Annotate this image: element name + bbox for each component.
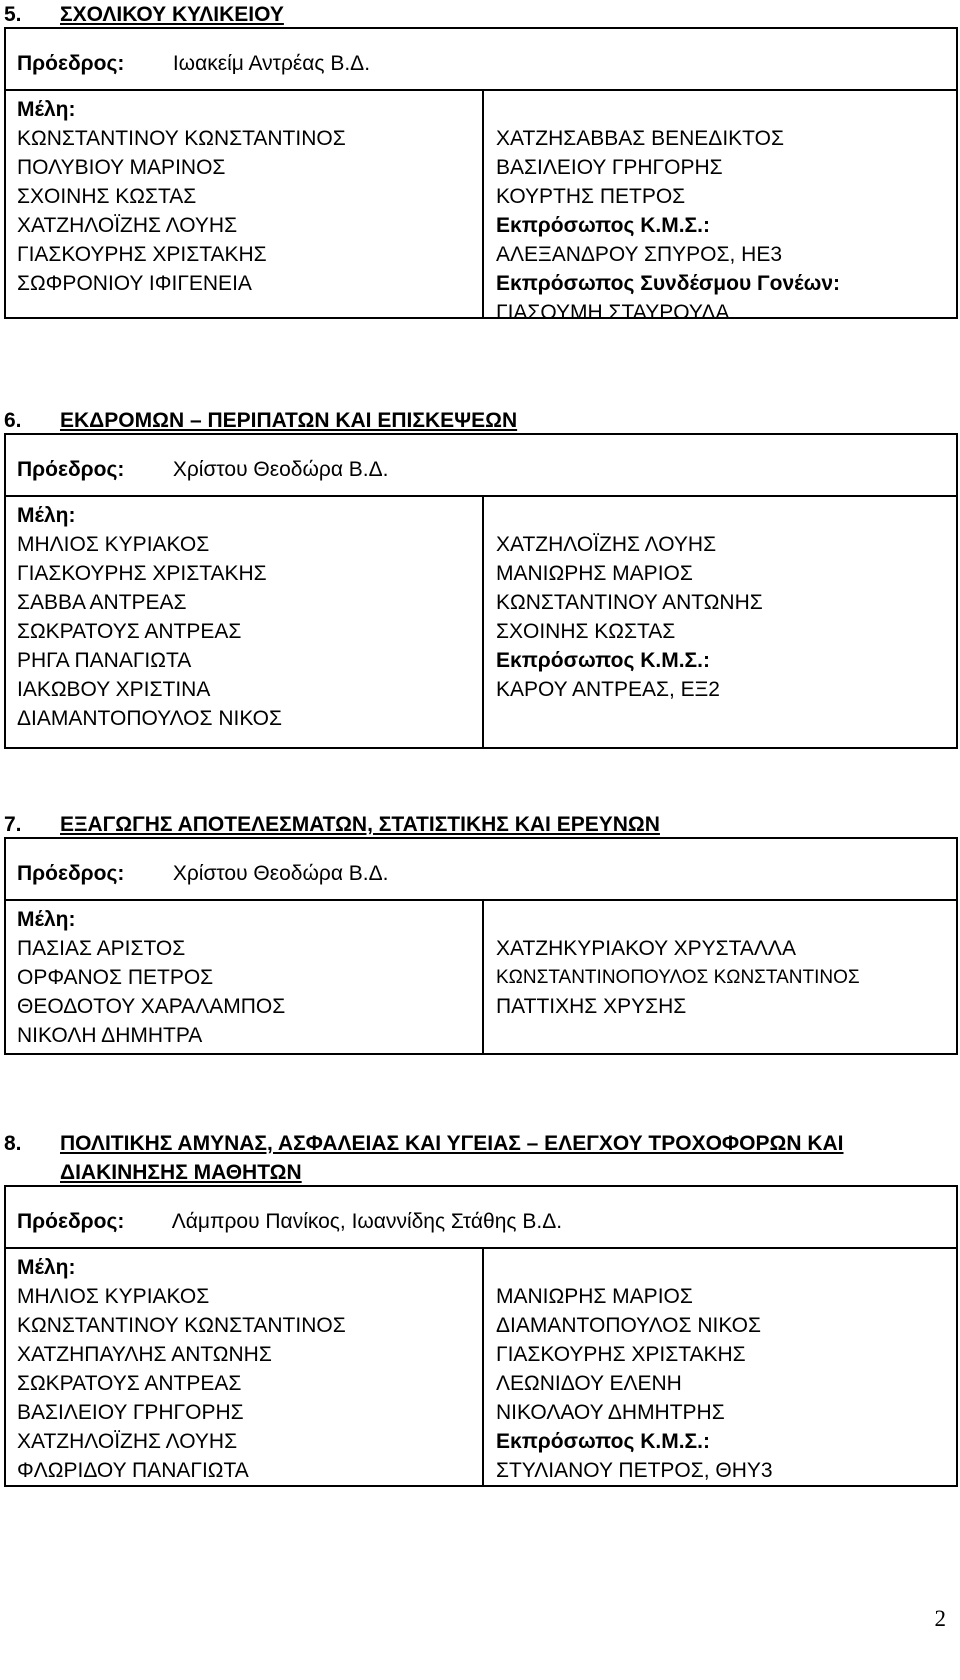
chair-row [4,27,958,89]
members-left-column [6,91,484,317]
member-name: ΣΧΟΙΝΗΣ ΚΩΣΤΑΣ [496,620,676,643]
member-name: ΒΑΣΙΛΕΙΟΥ ΓΡΗΓΟΡΗΣ [17,1401,244,1424]
chair-label: Πρόεδρος: [17,52,125,75]
member-name: ΧΑΤΖΗΛΟΪΖΗΣ ΛΟΥΗΣ [17,214,238,237]
representative-label: Εκπρόσωπος Κ.Μ.Σ.: [496,649,710,672]
member-name: ΧΑΤΖΗΛΟΪΖΗΣ ΛΟΥΗΣ [17,1430,238,1453]
members-left-column [6,497,484,747]
chair-row [4,837,958,899]
member-name: ΡΗΓΑ ΠΑΝΑΓΙΩΤΑ [17,649,192,672]
member-name: ΑΛΕΞΑΝΔΡΟΥ ΣΠΥΡΟΣ, ΗΕ3 [496,243,783,266]
members-label: Μέλη: [17,98,76,121]
member-name: ΔΙΑΜΑΝΤΟΠΟΥΛΟΣ ΝΙΚΟΣ [17,707,283,730]
member-name: ΠΑΣΙΑΣ ΑΡΙΣΤΟΣ [17,937,186,960]
section-number: 7. [4,813,22,836]
member-name: ΝΙΚΟΛΗ ΔΗΜΗΤΡΑ [17,1024,203,1047]
section-number: 8. [4,1132,22,1155]
section-7 [0,810,960,1047]
chair-row [4,1185,958,1247]
members-label: Μέλη: [17,504,76,527]
representative-label: Εκπρόσωπος Κ.Μ.Σ.: [496,214,710,237]
section-heading [0,0,960,29]
members-right-column [484,91,956,324]
chair-label: Πρόεδρος: [17,458,125,481]
representative-label: Εκπρόσωπος Κ.Μ.Σ.: [496,1430,710,1453]
section-heading [0,810,960,839]
section-number: 6. [4,409,22,432]
member-name: ΜΑΝΙΩΡΗΣ ΜΑΡΙΟΣ [496,1285,693,1308]
member-name: ΟΡΦΑΝΟΣ ΠΕΤΡΟΣ [17,966,214,989]
member-name: ΓΙΑΣΟΥΜΗ ΣΤΑΥΡΟΥΛΑ [496,301,730,324]
member-name: ΚΩΝΣΤΑΝΤΙΝΟΥ ΑΝΤΩΝΗΣ [496,591,763,614]
member-name: ΣΑΒΒΑ ΑΝΤΡΕΑΣ [17,591,187,614]
member-name: ΚΑΡΟΥ ΑΝΤΡΕΑΣ, ΕΞ2 [496,678,720,701]
member-name: ΓΙΑΣΚΟΥΡΗΣ ΧΡΙΣΤΑΚΗΣ [17,243,267,266]
members-right-column [484,901,956,1053]
page-number: 2 [934,1606,946,1631]
member-name: ΛΕΩΝΙΔΟΥ ΕΛΕΝΗ [496,1372,682,1395]
section-title: ΕΞΑΓΩΓΗΣ ΑΠΟΤΕΛΕΣΜΑΤΩΝ, ΣΤΑΤΙΣΤΙΚΗΣ ΚΑΙ ΕΡΕΥΝΩΝ [60,813,660,836]
member-name: ΚΩΝΣΤΑΝΤΙΝΟΥ ΚΩΝΣΤΑΝΤΙΝΟΣ [17,1314,346,1337]
member-name: ΧΑΤΖΗΣΑΒΒΑΣ ΒΕΝΕΔΙΚΤΟΣ [496,127,784,150]
members-block [4,89,958,324]
section-number: 5. [4,3,22,26]
members-right-column [484,497,956,747]
representative-label: Εκπρόσωπος Συνδέσμου Γονέων: [496,272,841,295]
chair-name: Χρίστου Θεοδώρα Β.Δ. [172,862,389,885]
members-left-column [6,1249,484,1485]
committee-box [4,433,958,749]
members-label: Μέλη: [17,908,76,931]
member-name: ΜΗΛΙΟΣ ΚΥΡΙΑΚΟΣ [17,1285,210,1308]
chair-label: Πρόεδρος: [17,862,125,885]
member-name: ΣΤΥΛΙΑΝΟΥ ΠΕΤΡΟΣ, ΘΗΥ3 [496,1459,773,1482]
member-name: ΧΑΤΖΗΠΑΥΛΗΣ ΑΝΤΩΝΗΣ [17,1343,272,1366]
member-name: ΣΩΚΡΑΤΟΥΣ ΑΝΤΡΕΑΣ [17,620,242,643]
member-name: ΠΑΤΤΙΧΗΣ ΧΡΥΣΗΣ [496,995,687,1018]
member-name: ΓΙΑΣΚΟΥΡΗΣ ΧΡΙΣΤΑΚΗΣ [496,1343,746,1366]
member-name: ΦΛΩΡΙΔΟΥ ΠΑΝΑΓΙΩΤΑ [17,1459,249,1482]
member-name: ΚΩΝΣΤΑΝΤΙΝΟΠΟΥΛΟΣ ΚΩΝΣΤΑΝΤΙΝΟΣ [496,967,860,988]
member-name: ΓΙΑΣΚΟΥΡΗΣ ΧΡΙΣΤΑΚΗΣ [17,562,267,585]
member-name: ΔΙΑΜΑΝΤΟΠΟΥΛΟΣ ΝΙΚΟΣ [496,1314,762,1337]
member-name: ΧΑΤΖΗΚΥΡΙΑΚΟΥ ΧΡΥΣΤΑΛΛΑ [496,937,796,960]
member-name: ΒΑΣΙΛΕΙΟΥ ΓΡΗΓΟΡΗΣ [496,156,723,179]
member-name: ΜΗΛΙΟΣ ΚΥΡΙΑΚΟΣ [17,533,210,556]
member-name: ΧΑΤΖΗΛΟΪΖΗΣ ΛΟΥΗΣ [496,533,717,556]
member-name: ΣΧΟΙΝΗΣ ΚΩΣΤΑΣ [17,185,197,208]
section-heading [0,406,960,435]
committee-box [4,27,958,324]
section-5 [0,0,960,324]
members-block [4,899,958,1055]
member-name: ΠΟΛΥΒΙΟΥ ΜΑΡΙΝΟΣ [17,156,226,179]
committee-box [4,1185,958,1487]
member-name: ΙΑΚΩΒΟΥ ΧΡΙΣΤΙΝΑ [17,678,211,701]
member-name: ΘΕΟΔΟΤΟΥ ΧΑΡΑΛΑΜΠΟΣ [17,995,286,1018]
members-right-column [484,1249,956,1485]
chair-row [4,433,958,495]
member-name: ΣΩΚΡΑΤΟΥΣ ΑΝΤΡΕΑΣ [17,1372,242,1395]
members-left-column [6,901,484,1053]
section-heading [0,1129,960,1187]
section-title: ΣΧΟΛΙΚΟΥ ΚΥΛΙΚΕΙΟΥ [60,3,284,26]
members-label: Μέλη: [17,1256,76,1279]
members-block [4,1247,958,1487]
chair-name: Ιωακείμ Αντρέας Β.Δ. [172,52,371,75]
section-8 [0,1129,960,1482]
section-title: ΠΟΛΙΤΙΚΗΣ ΑΜΥΝΑΣ, ΑΣΦΑΛΕΙΑΣ ΚΑΙ ΥΓΕΙΑΣ – ΕΛΕΓΧΟΥ ΤΡΟΧΟΦΟΡΩΝ ΚΑΙ ΔΙΑΚΙΝΗΣΗΣ ΜΑΘΗΤΩΝ [60,1132,844,1184]
chair-name: Χρίστου Θεοδώρα Β.Δ. [172,458,389,481]
section-title: ΕΚΔΡΟΜΩΝ – ΠΕΡΙΠΑΤΩΝ ΚΑΙ ΕΠΙΣΚΕΨΕΩΝ [60,409,518,432]
committee-box [4,837,958,1055]
member-name: ΚΟΥΡΤΗΣ ΠΕΤΡΟΣ [496,185,686,208]
member-name: ΣΩΦΡΟΝΙΟΥ ΙΦΙΓΕΝΕΙΑ [17,272,252,295]
member-name: ΝΙΚΟΛΑΟΥ ΔΗΜΗΤΡΗΣ [496,1401,725,1424]
chair-name: Λάμπρου Πανίκος, Ιωαννίδης Στάθης Β.Δ. [171,1210,563,1233]
members-block [4,495,958,749]
member-name: ΜΑΝΙΩΡΗΣ ΜΑΡΙΟΣ [496,562,693,585]
section-6 [0,406,960,730]
chair-label: Πρόεδρος: [17,1210,125,1233]
member-name: ΚΩΝΣΤΑΝΤΙΝΟΥ ΚΩΝΣΤΑΝΤΙΝΟΣ [17,127,346,150]
